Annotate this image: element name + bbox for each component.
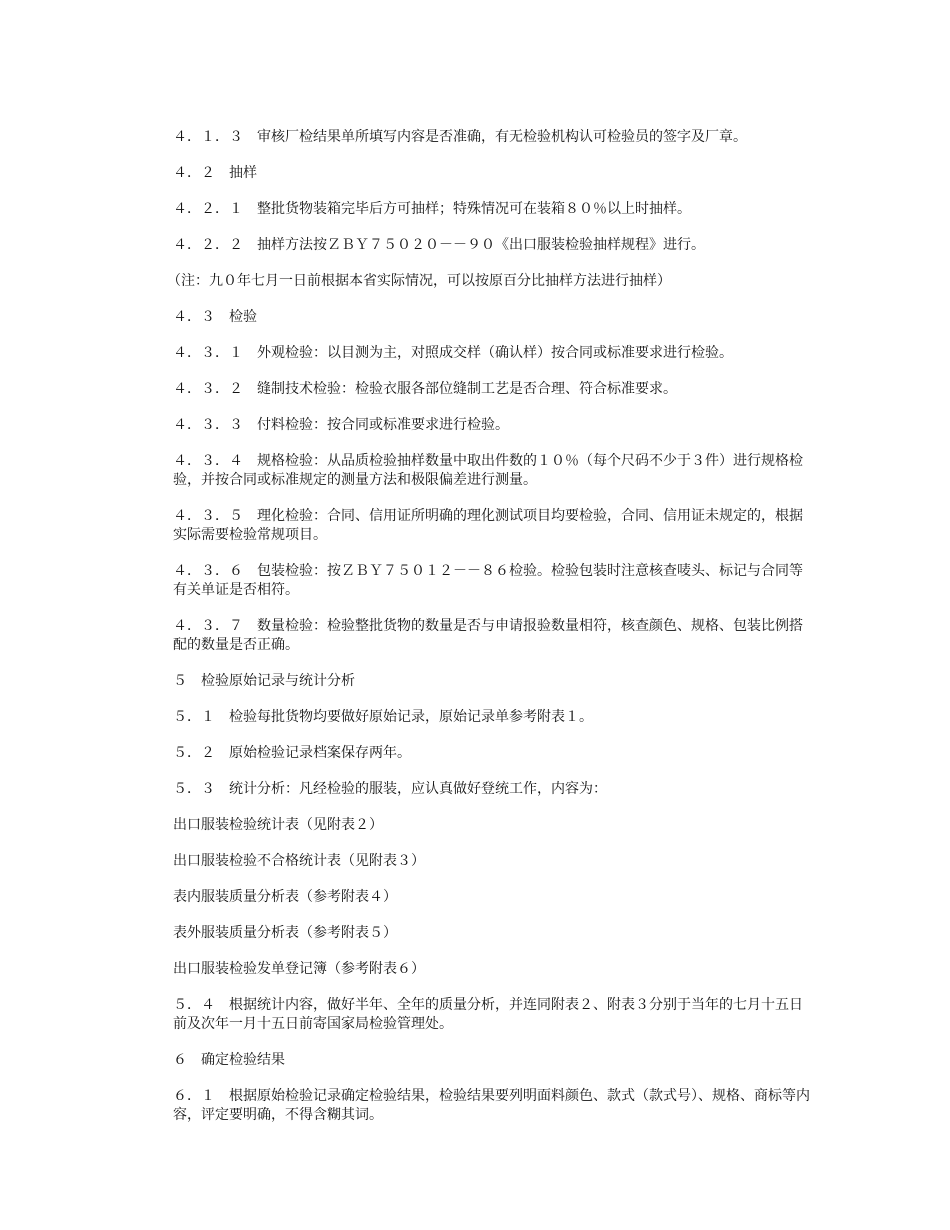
paragraph-4-3-2: ４．３．２ 缝制技术检验：检验衣服各部位缝制工艺是否合理、符合标准要求。 bbox=[173, 381, 677, 397]
list-item-table-2: 出口服装检验统计表（见附表２） bbox=[173, 817, 383, 833]
list-item-table-5: 表外服装质量分析表（参考附表５） bbox=[173, 925, 397, 941]
paragraph-4-3-5: ４．３．５ 理化检验：合同、信用证所明确的理化测试项目均要检验，合同、信用证未规定的，根据实际需要检验常规项目。 bbox=[173, 508, 803, 543]
paragraph-5-4: ５．４ 根据统计内容，做好半年、全年的质量分析，并连同附表２、附表３分别于当年的七月十五日前及次年一月十五日前寄国家局检验管理处。 bbox=[173, 997, 803, 1032]
paragraph-4-2-2: ４．２．２ 抽样方法按ＺＢＹ７５０２０－－９０《出口服装检验抽样规程》进行。 bbox=[173, 237, 705, 253]
paragraph-5-3: ５．３ 统计分析：凡经检验的服装，应认真做好登统工作，内容为： bbox=[173, 781, 607, 797]
heading-6: ６ 确定检验结果 bbox=[173, 1052, 285, 1068]
paragraph-6-1: ６．１ 根据原始检验记录确定检验结果，检验结果要列明面料颜色、款式（款式号）、规格、商标等内容，评定要明确，不得含糊其词。 bbox=[173, 1088, 810, 1123]
paragraph-4-2-1: ４．２．１ 整批货物装箱完毕后方可抽样；特殊情况可在装箱８０％以上时抽样。 bbox=[173, 201, 691, 217]
heading-5: ５ 检验原始记录与统计分析 bbox=[173, 673, 355, 689]
paragraph-4-3-6: ４．３．６ 包装检验：按ＺＢＹ７５０１２－－８６检验。检验包装时注意核查唛头、标记与合同等有关单证是否相符。 bbox=[173, 563, 803, 598]
heading-4-3: ４．３ 检验 bbox=[173, 309, 257, 325]
paragraph-4-3-1: ４．３．１ 外观检验：以目测为主，对照成交样（确认样）按合同或标准要求进行检验。 bbox=[173, 345, 733, 361]
paragraph-5-2: ５．２ 原始检验记录档案保存两年。 bbox=[173, 745, 411, 761]
paragraph-4-3-7: ４．３．７ 数量检验：检验整批货物的数量是否与申请报验数量相符，核查颜色、规格、包装比例搭配的数量是否正确。 bbox=[173, 618, 803, 653]
paragraph-4-3-3: ４．３．３ 付料检验：按合同或标准要求进行检验。 bbox=[173, 417, 509, 433]
list-item-table-4: 表内服装质量分析表（参考附表４） bbox=[173, 889, 397, 905]
list-item-table-6: 出口服装检验发单登记簿（参考附表６） bbox=[173, 961, 425, 977]
document-body bbox=[167, 128, 813, 1142]
heading-4-2: ４．２ 抽样 bbox=[173, 165, 257, 181]
paragraph-4-1-3: ４．１．３ 审核厂检结果单所填写内容是否准确，有无检验机构认可检验员的签字及厂章。 bbox=[173, 129, 747, 145]
paragraph-5-1: ５．１ 检验每批货物均要做好原始记录，原始记录单参考附表１。 bbox=[173, 709, 593, 725]
list-item-table-3: 出口服装检验不合格统计表（见附表３） bbox=[173, 853, 425, 869]
paragraph-note: （注：九０年七月一日前根据本省实际情况，可以按原百分比抽样方法进行抽样） bbox=[167, 273, 671, 289]
paragraph-4-3-4: ４．３．４ 规格检验：从品质检验抽样数量中取出件数的１０％（每个尺码不少于３件）进行规格检验，并按合同或标准规定的测量方法和极限偏差进行测量。 bbox=[173, 453, 803, 488]
